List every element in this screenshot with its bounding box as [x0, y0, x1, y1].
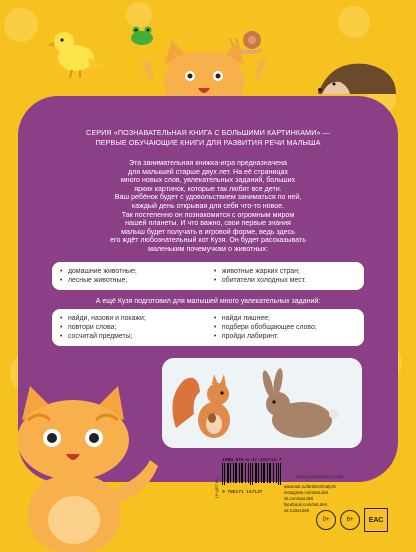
isbn-text: ISBN 978-5-17-115713-7	[222, 458, 282, 463]
list-item: • лесные животные;	[60, 276, 202, 285]
description-line: нашей планеты. И что важно, свои первые знания	[125, 219, 291, 228]
barcode-digits: 9 785171 157137	[222, 490, 263, 495]
squirrel-rabbit-illustration	[162, 358, 362, 448]
barcode-bars	[222, 463, 282, 485]
description-line: ярких картинок, которые так любят все дети.	[134, 184, 282, 193]
series-heading	[40, 128, 376, 147]
list-item: • повтори слова;	[60, 323, 202, 332]
hedgehog-illustration	[318, 64, 396, 94]
social-link: vk.com/ast.deti	[284, 496, 314, 501]
tasks-intro: А ещё Кузя подготовил для малышей много увлекательных заданий:	[95, 297, 321, 305]
list-item: • найди, назови и покажи;	[60, 314, 202, 323]
description	[40, 159, 376, 254]
eac-mark: ЕАС	[364, 508, 388, 532]
description-line: Ваш ребёнок будет с удовольствием заниматься по ней,	[114, 193, 302, 202]
social-link: ok.ru/ast.deti	[284, 508, 310, 513]
description-line: Так постепенно он познакомится с огромным миром	[121, 210, 295, 219]
frog-illustration	[131, 27, 153, 46]
join-us-text: Присоединяйтесь к нам!	[296, 474, 344, 479]
list-item: • обитатели холодных мест.	[214, 276, 356, 285]
social-link: facebook.com/ast.deti	[284, 502, 327, 507]
tasks-box	[52, 309, 364, 346]
description-line: для малышей старше двух лет. На её страницах	[127, 167, 289, 176]
description-line: малыш будет получать в игровой форме, ведь здесь	[121, 227, 295, 236]
age-mark: 6+	[340, 510, 360, 530]
series-heading-line: СЕРИЯ «ПОЗНАВАТЕЛЬНАЯ КНИГА С БОЛЬШИМИ КАРТИНКАМИ» —	[86, 128, 330, 137]
description-line: Эта занимательная книжка-игра предназначена	[129, 159, 287, 167]
description-line: много новых слов, увлекательных заданий, больших	[120, 176, 296, 185]
series-heading-line: ПЕРВЫЕ ОБУЧАЮЩИЕ КНИГИ ДЛЯ РАЗВИТИЯ РЕЧИ МАЛЫША	[95, 137, 321, 147]
list-item: • найди лишнее;	[214, 314, 356, 323]
animal-topics-left	[60, 267, 202, 285]
website-link: www.ast.ru/detstvo/malysh	[284, 484, 336, 489]
description-line: каждый день открывая для себя что-то новое.	[131, 201, 285, 210]
list-item: • подбери обобщающее слово;	[214, 323, 356, 332]
list-item: • домашние животные;	[60, 267, 202, 276]
canary-illustration	[46, 32, 110, 78]
animal-topics-box	[52, 262, 364, 290]
description-line: маленьким почемучкам о животных:	[148, 244, 268, 253]
animal-topics-right	[214, 267, 356, 285]
list-item: • сосчитай предметы;	[60, 332, 202, 341]
tasks-right	[214, 314, 356, 341]
description-line: его ждёт любознательный кот Кузя. Он будет рассказывать	[110, 236, 306, 245]
animals-picture-card	[162, 358, 362, 448]
tasks-left	[60, 314, 202, 341]
list-item: • пройди лабиринт.	[214, 332, 356, 341]
social-link: instagram.com/ast.deti	[284, 490, 329, 495]
list-item: • животные жарких стран;	[214, 267, 356, 276]
age-mark: 0+	[316, 510, 336, 530]
cat-kuzya-bottom-illustration	[0, 380, 170, 552]
vertical-code: 16+ДЕТ.КН	[214, 478, 219, 499]
